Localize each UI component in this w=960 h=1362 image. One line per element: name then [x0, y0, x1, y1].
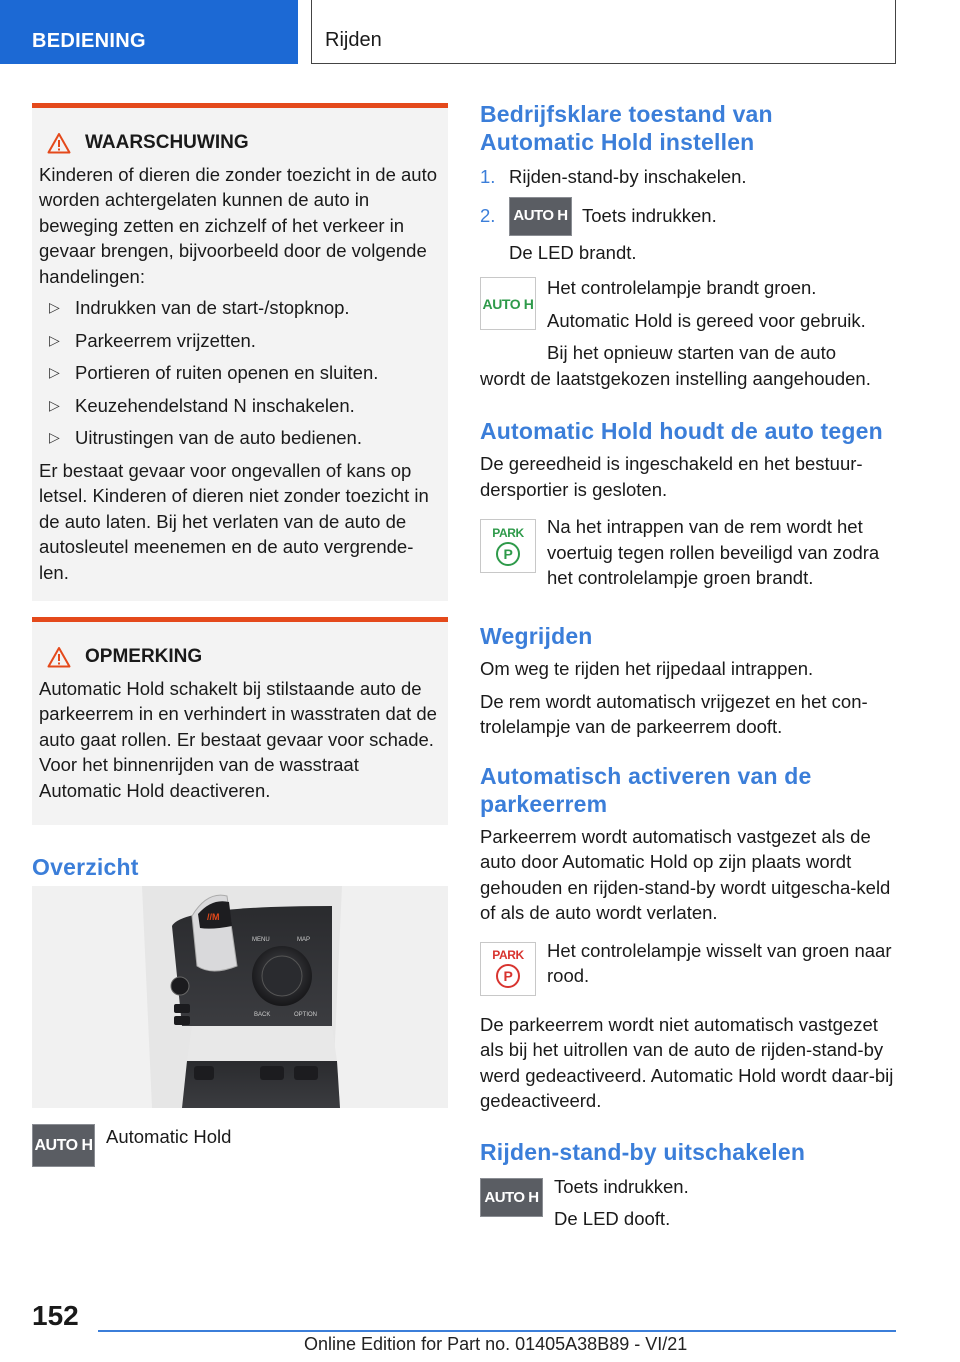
bullet-triangle-icon: ▷ [49, 396, 60, 413]
lamp-text-2: Automatic Hold is gereed voor gebruik. [547, 309, 866, 331]
warning-title: WAARSCHUWING [85, 132, 249, 153]
svg-text:MAP: MAP [297, 937, 311, 943]
footer-divider [98, 1330, 896, 1332]
list-item: ▷ Indrukken van de start-/stopknop. [39, 295, 440, 321]
bullet-triangle-icon: ▷ [49, 331, 60, 348]
svg-text://M: //M [207, 912, 220, 922]
park-green-lamp-icon: PARK P [480, 519, 536, 573]
warning-title-row [39, 130, 440, 156]
warning-triangle-icon [47, 132, 71, 154]
drive-off-text-2: De rem wordt automatisch vrijgezet en het con-trolelampje van de parkeerrem dooft. [480, 690, 868, 737]
note-text: Automatic Hold schakelt bij stilstaande auto de parkeerrem in en verhindert in wasstraten dat de auto gaat rollen. Er bestaat gevaar voor schade. Voor het binnenrijden van de wasstraat Automatic Hold deactiveren. [39, 677, 437, 801]
auto-h-button-icon: AUTO H [32, 1124, 95, 1167]
note-title: OPMERKING [85, 646, 203, 667]
park-red-lamp-icon: PARK P [480, 942, 536, 996]
right-column [480, 100, 900, 1234]
park-green-block [480, 514, 900, 592]
park-red-block [480, 938, 900, 1004]
set-ready-heading: Bedrijfsklare toestand van Automatic Hold instellen [480, 101, 773, 155]
list-item: ▷ Portieren of ruiten openen en sluiten. [39, 360, 440, 386]
step-2-result: De LED brandt. [509, 241, 637, 263]
auto-h-button-icon: AUTO H [509, 197, 572, 236]
lamp-text-3: Bij het opnieuw starten van de auto [547, 342, 836, 363]
note-box [32, 617, 448, 825]
center-console-photo [32, 886, 448, 1108]
svg-text:MENU: MENU [252, 937, 270, 943]
bullet-triangle-icon: ▷ [49, 429, 60, 445]
step-number: 1. [480, 166, 496, 187]
left-column [32, 103, 448, 881]
park-green-text: Na het intrappen van de rem wordt het voertuig tegen rollen beveiligd van zodra het controlelampje groen brandt. [547, 516, 880, 588]
edition-text: Online Edition for Part no. 01405A38B89 - VI/21 [304, 1334, 688, 1354]
bullet-triangle-icon: ▷ [49, 364, 60, 380]
page-number: 152 [32, 1300, 79, 1331]
warning-intro: Kinderen of dieren die zonder toezicht in de auto worden achtergelaten kunnen de auto in beweging zetten en zichzelf of het verkeer in gevaar brengen, bijvoorbeeld door de volgende handelingen: [39, 163, 438, 287]
chapter-tab [311, 0, 896, 64]
park-red-text: Het controlelampje wisselt van groen naar rood. [547, 939, 892, 986]
warning-box [32, 103, 448, 601]
auto-activate-heading: Automatisch activeren van de parkeerrem [480, 762, 812, 817]
svg-text:OPTION: OPTION [294, 1012, 318, 1018]
lamp-text-1: Het controlelampje brandt groen. [547, 277, 817, 298]
list-item: ▷ Keuzehendelstand N inschakelen. [39, 393, 440, 419]
bullet-triangle-icon: ▷ [49, 299, 60, 315]
lamp-text-3-cont: wordt de laatstgekozen instelling aangehouden. [480, 367, 871, 389]
drive-off-text-1: Om weg te rijden het rijpedaal intrappen. [480, 658, 814, 679]
console-illustration [32, 886, 448, 1108]
warning-list [39, 295, 440, 451]
list-item: ▷ Parkeerrem vrijzetten. [39, 328, 440, 354]
svg-text:BACK: BACK [254, 1012, 271, 1018]
auto-h-green-lamp-icon: AUTO H [480, 277, 536, 330]
standby-off-text-1: Toets indrukken. [554, 1175, 689, 1197]
drive-off-heading: Wegrijden [480, 623, 593, 649]
standby-off-block [480, 1174, 900, 1234]
lamp-auto-h-block [480, 275, 900, 391]
chapter-title: Rijden [325, 29, 382, 51]
section-title: BEDIENING [32, 30, 146, 52]
overview-heading: Overzicht [32, 854, 139, 880]
auto-activate-text: Parkeerrem wordt automatisch vastgezet als de auto door Automatic Hold op zijn plaats wordt gehouden en rijden-stand-by wordt uitgescha-keld of als de auto wordt verlaten. [480, 825, 891, 923]
standby-off-text-2: De LED dooft. [554, 1208, 671, 1229]
step-1: 1. Rijden-stand-by inschakelen. [480, 164, 900, 190]
list-item: ▷ Uitrustingen van de auto bedienen. [39, 425, 440, 451]
overview-caption: Automatic Hold [106, 1126, 232, 1147]
holds-heading: Automatic Hold houdt de auto tegen [480, 418, 883, 444]
auto-activate-text-2: De parkeerrem wordt niet automatisch vastgezet als bij het uitrollen van de auto de rijden-stand-by werd gedeactiveerd. Automatic Hold wordt daar-bij gedeactiveerd. [480, 1013, 894, 1111]
warning-triangle-icon [47, 646, 71, 668]
standby-off-heading: Rijden-stand-by uitschakelen [480, 1138, 806, 1165]
step-number: 2. [480, 205, 496, 227]
holds-text: De gereedheid is ingeschakeld en het bestuur-dersportier is gesloten. [480, 453, 863, 500]
section-tab [0, 0, 298, 64]
step-2: 2. AUTO H Toets indrukken. [480, 197, 900, 236]
note-title-row [39, 644, 440, 670]
warning-outro: Er bestaat gevaar voor ongevallen of kans op letsel. Kinderen of dieren niet zonder toezicht in de auto laten. Bij het verlaten van de auto de autosleutel meenemen en de auto vergrende-len. [39, 459, 429, 583]
auto-h-button-icon: AUTO H [480, 1178, 543, 1217]
